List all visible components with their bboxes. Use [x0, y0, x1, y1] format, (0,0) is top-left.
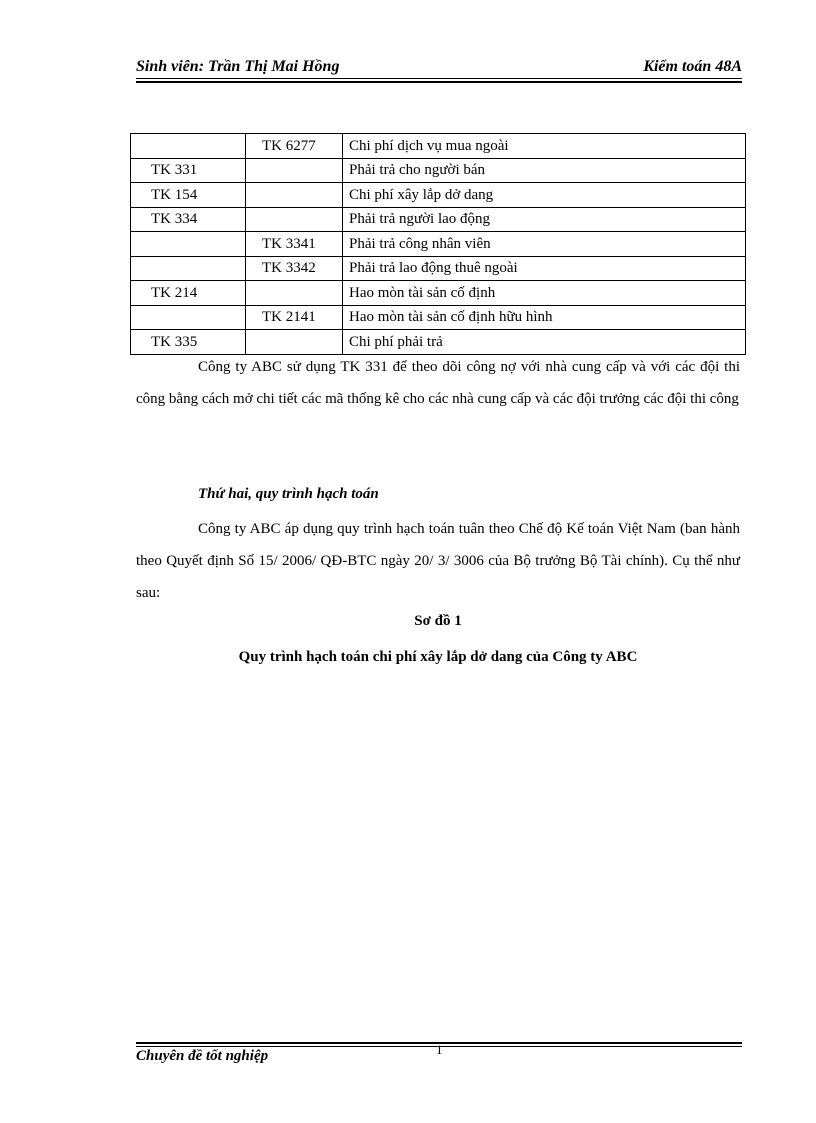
account-level2-cell	[246, 281, 343, 306]
account-level1-cell: TK 154	[131, 183, 246, 208]
account-level2-cell	[246, 183, 343, 208]
account-name-cell: Chi phí xây lắp dở dang	[343, 183, 746, 208]
table-row	[131, 232, 746, 257]
header-rule-thick	[136, 81, 742, 83]
account-level1-cell: TK 214	[131, 281, 246, 306]
diagram-label: Sơ đồ 1	[414, 613, 462, 629]
account-name-cell: Phải trả cho người bán	[343, 158, 746, 183]
account-name-cell: Chi phí dịch vụ mua ngoài	[343, 134, 746, 159]
paragraph-process: Công ty ABC áp dụng quy trình hạch toán tuân theo Chế độ Kế toán Việt Nam (ban hành theo Quyết định Số 15/ 2006/ QĐ-BTC ngày 20/ 3/ 3006 của Bộ trưởng Bộ Tài chính). Cụ thể như sau:	[136, 521, 740, 601]
account-level1-cell	[131, 134, 246, 159]
student-name: Sinh viên: Trần Thị Mai Hồng	[136, 58, 340, 75]
accounts-table	[130, 133, 746, 355]
account-name-cell: Phải trả lao động thuê ngoài	[343, 256, 746, 281]
account-level1-cell: TK 335	[131, 330, 246, 355]
section-heading: Thứ hai, quy trình hạch toán	[198, 486, 379, 502]
account-level2-cell: TK 3341	[246, 232, 343, 257]
table-row	[131, 281, 746, 306]
account-level1-cell	[131, 256, 246, 281]
account-name-cell: Hao mòn tài sản cố định	[343, 281, 746, 306]
table-row	[131, 207, 746, 232]
table-row	[131, 158, 746, 183]
page-header	[136, 56, 742, 78]
account-name-cell: Phải trả công nhân viên	[343, 232, 746, 257]
account-level2-cell: TK 6277	[246, 134, 343, 159]
account-name-cell: Phải trả người lao động	[343, 207, 746, 232]
account-level1-cell: TK 331	[131, 158, 246, 183]
paragraph-tk331: Công ty ABC sử dụng TK 331 để theo dõi công nợ với nhà cung cấp và với các đội thi công bằng cách mở chi tiết các mã thống kê cho các nhà cung cấp và các đội trưởng các đội thi công	[136, 359, 740, 407]
account-level2-cell: TK 2141	[246, 305, 343, 330]
account-name-cell: Chi phí phải trả	[343, 330, 746, 355]
account-level1-cell	[131, 232, 246, 257]
account-level2-cell	[246, 207, 343, 232]
account-level1-cell: TK 334	[131, 207, 246, 232]
footer-title: Chuyên đề tốt nghiệp	[136, 1048, 269, 1064]
table-row	[131, 305, 746, 330]
account-level2-cell: TK 3342	[246, 256, 343, 281]
table-row	[131, 183, 746, 208]
class-name: Kiểm toán 48A	[643, 58, 742, 75]
account-level1-cell	[131, 305, 246, 330]
account-level2-cell	[246, 158, 343, 183]
table-row	[131, 134, 746, 159]
header-rule	[136, 78, 742, 80]
diagram-title: Quy trình hạch toán chi phí xây lắp dở dang của Công ty ABC	[238, 649, 638, 665]
page-number: 1	[436, 1042, 443, 1057]
table-row	[131, 256, 746, 281]
account-name-cell: Hao mòn tài sản cố định hữu hình	[343, 305, 746, 330]
